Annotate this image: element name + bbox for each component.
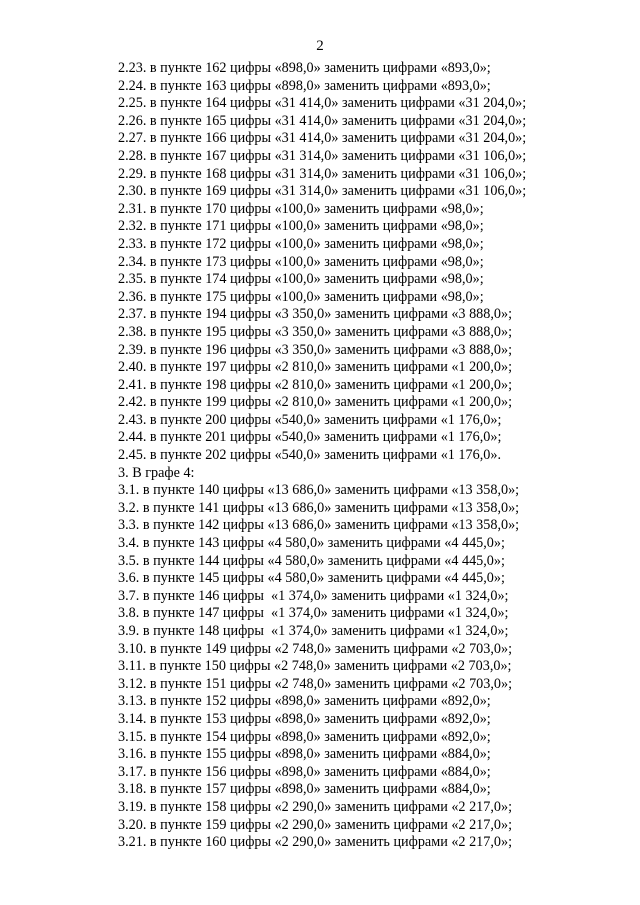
amendment-line: 3.7. в пункте 146 цифры «1 374,0» заменить цифрами «1 324,0»; (118, 587, 509, 604)
amendment-line: 3.17. в пункте 156 цифры «898,0» заменить цифрами «884,0»; (118, 763, 491, 780)
amendment-line: 2.33. в пункте 172 цифры «100,0» заменить цифрами «98,0»; (118, 235, 484, 252)
amendment-line: 2.31. в пункте 170 цифры «100,0» заменить цифрами «98,0»; (118, 200, 484, 217)
amendment-line: 2.26. в пункте 165 цифры «31 414,0» заменить цифрами «31 204,0»; (118, 112, 527, 129)
amendment-line: 3.13. в пункте 152 цифры «898,0» заменить цифрами «892,0»; (118, 693, 491, 710)
amendment-line: 2.34. в пункте 173 цифры «100,0» заменить цифрами «98,0»; (118, 253, 484, 270)
amendment-line: 3.5. в пункте 144 цифры «4 580,0» заменить цифрами «4 445,0»; (118, 552, 505, 569)
amendment-line: 2.42. в пункте 199 цифры «2 810,0» заменить цифрами «1 200,0»; (118, 394, 513, 411)
amendment-line: 3.10. в пункте 149 цифры «2 748,0» заменить цифрами «2 703,0»; (118, 640, 513, 657)
amendment-line: 2.39. в пункте 196 цифры «3 350,0» заменить цифрами «3 888,0»; (118, 341, 513, 358)
amendment-line: 3.12. в пункте 151 цифры «2 748,0» заменить цифрами «2 703,0»; (118, 675, 513, 692)
amendment-line: 2.24. в пункте 163 цифры «898,0» заменить цифрами «893,0»; (118, 77, 491, 94)
amendment-line: 2.40. в пункте 197 цифры «2 810,0» заменить цифрами «1 200,0»; (118, 359, 513, 376)
amendment-line: 3.16. в пункте 155 цифры «898,0» заменить цифрами «884,0»; (118, 746, 491, 763)
amendment-list (118, 60, 598, 852)
amendment-line: 3.11. в пункте 150 цифры «2 748,0» заменить цифрами «2 703,0»; (118, 658, 512, 675)
amendment-line: 2.35. в пункте 174 цифры «100,0» заменить цифрами «98,0»; (118, 271, 484, 288)
amendment-line: 2.27. в пункте 166 цифры «31 414,0» заменить цифрами «31 204,0»; (118, 130, 527, 147)
amendment-line: 2.23. в пункте 162 цифры «898,0» заменить цифрами «893,0»; (118, 60, 491, 76)
amendment-line: 2.28. в пункте 167 цифры «31 314,0» заменить цифрами «31 106,0»; (118, 147, 527, 164)
amendment-line: 3.18. в пункте 157 цифры «898,0» заменить цифрами «884,0»; (118, 781, 491, 798)
amendment-line: 2.30. в пункте 169 цифры «31 314,0» заменить цифрами «31 106,0»; (118, 183, 527, 200)
amendment-line: 3.8. в пункте 147 цифры «1 374,0» заменить цифрами «1 324,0»; (118, 605, 509, 622)
amendment-line: 3.21. в пункте 160 цифры «2 290,0» заменить цифрами «2 217,0»; (118, 834, 513, 851)
amendment-line: 2.45. в пункте 202 цифры «540,0» заменить цифрами «1 176,0». (118, 447, 501, 464)
amendment-line: 3.14. в пункте 153 цифры «898,0» заменить цифрами «892,0»; (118, 710, 491, 727)
amendment-line: 2.32. в пункте 171 цифры «100,0» заменить цифрами «98,0»; (118, 218, 484, 235)
amendment-line: 3.6. в пункте 145 цифры «4 580,0» заменить цифрами «4 445,0»; (118, 570, 505, 587)
amendment-line: 3.3. в пункте 142 цифры «13 686,0» заменить цифрами «13 358,0»; (118, 517, 520, 534)
amendment-line: 2.36. в пункте 175 цифры «100,0» заменить цифрами «98,0»; (118, 288, 484, 305)
amendment-line: 2.41. в пункте 198 цифры «2 810,0» заменить цифрами «1 200,0»; (118, 376, 513, 393)
amendment-line: 3.20. в пункте 159 цифры «2 290,0» заменить цифрами «2 217,0»; (118, 816, 513, 833)
amendment-line: 2.29. в пункте 168 цифры «31 314,0» заменить цифрами «31 106,0»; (118, 165, 527, 182)
amendment-line: 2.37. в пункте 194 цифры «3 350,0» заменить цифрами «3 888,0»; (118, 306, 513, 323)
amendment-line: 2.25. в пункте 164 цифры «31 414,0» заменить цифрами «31 204,0»; (118, 95, 527, 112)
amendment-line: 3.1. в пункте 140 цифры «13 686,0» заменить цифрами «13 358,0»; (118, 482, 520, 499)
amendment-line: 3.4. в пункте 143 цифры «4 580,0» заменить цифрами «4 445,0»; (118, 535, 505, 552)
amendment-line: 2.38. в пункте 195 цифры «3 350,0» заменить цифрами «3 888,0»; (118, 323, 513, 340)
amendment-line: 2.43. в пункте 200 цифры «540,0» заменить цифрами «1 176,0»; (118, 411, 502, 428)
amendment-line: 3.2. в пункте 141 цифры «13 686,0» заменить цифрами «13 358,0»; (118, 499, 520, 516)
section-heading: 3. В графе 4: (118, 464, 195, 481)
amendment-line: 3.19. в пункте 158 цифры «2 290,0» заменить цифрами «2 217,0»; (118, 798, 513, 815)
amendment-line: 2.44. в пункте 201 цифры «540,0» заменить цифрами «1 176,0»; (118, 429, 502, 446)
page-number: 2 (316, 38, 324, 54)
amendment-line: 3.9. в пункте 148 цифры «1 374,0» заменить цифрами «1 324,0»; (118, 623, 509, 639)
amendment-line: 3.15. в пункте 154 цифры «898,0» заменить цифрами «892,0»; (118, 728, 491, 745)
